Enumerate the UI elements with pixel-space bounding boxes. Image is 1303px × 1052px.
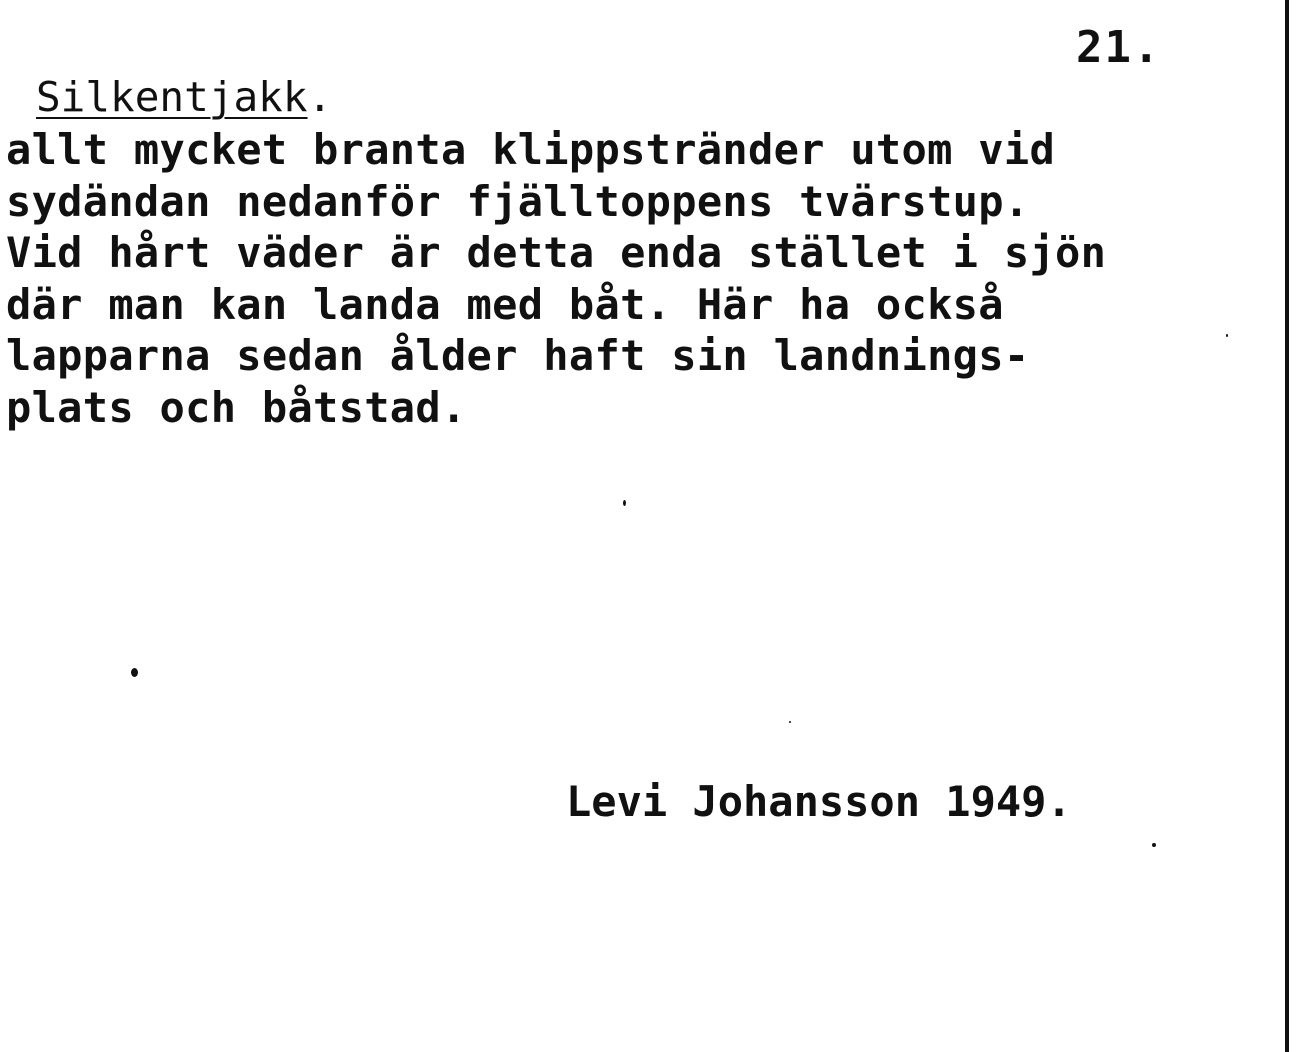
text-line: lapparna sedan ålder haft sin landnings- xyxy=(6,331,1030,380)
heading xyxy=(36,75,332,119)
body-text xyxy=(6,124,1286,433)
ink-speck xyxy=(789,721,791,723)
heading-punctuation: . xyxy=(307,73,333,121)
text-line: där man kan landa med båt. Här ha också xyxy=(6,279,1004,329)
text-line: allt mycket branta klippstränder utom vid xyxy=(6,125,1056,174)
signature: Levi Johansson 1949. xyxy=(566,777,1072,826)
heading-title: Silkentjakk xyxy=(36,73,308,121)
text-line: plats och båtstad. xyxy=(6,382,467,432)
card-edge-line xyxy=(1285,0,1289,1052)
text-line: Vid hårt väder är detta enda stället i sjön xyxy=(6,228,1107,277)
ink-speck xyxy=(1226,334,1228,337)
ink-speck xyxy=(1152,843,1156,847)
page-number: 21. xyxy=(1076,22,1162,73)
text-line: sydändan nedanför fjälltoppens tvärstup. xyxy=(6,176,1030,226)
ink-speck xyxy=(623,500,626,506)
ink-speck xyxy=(131,668,138,677)
